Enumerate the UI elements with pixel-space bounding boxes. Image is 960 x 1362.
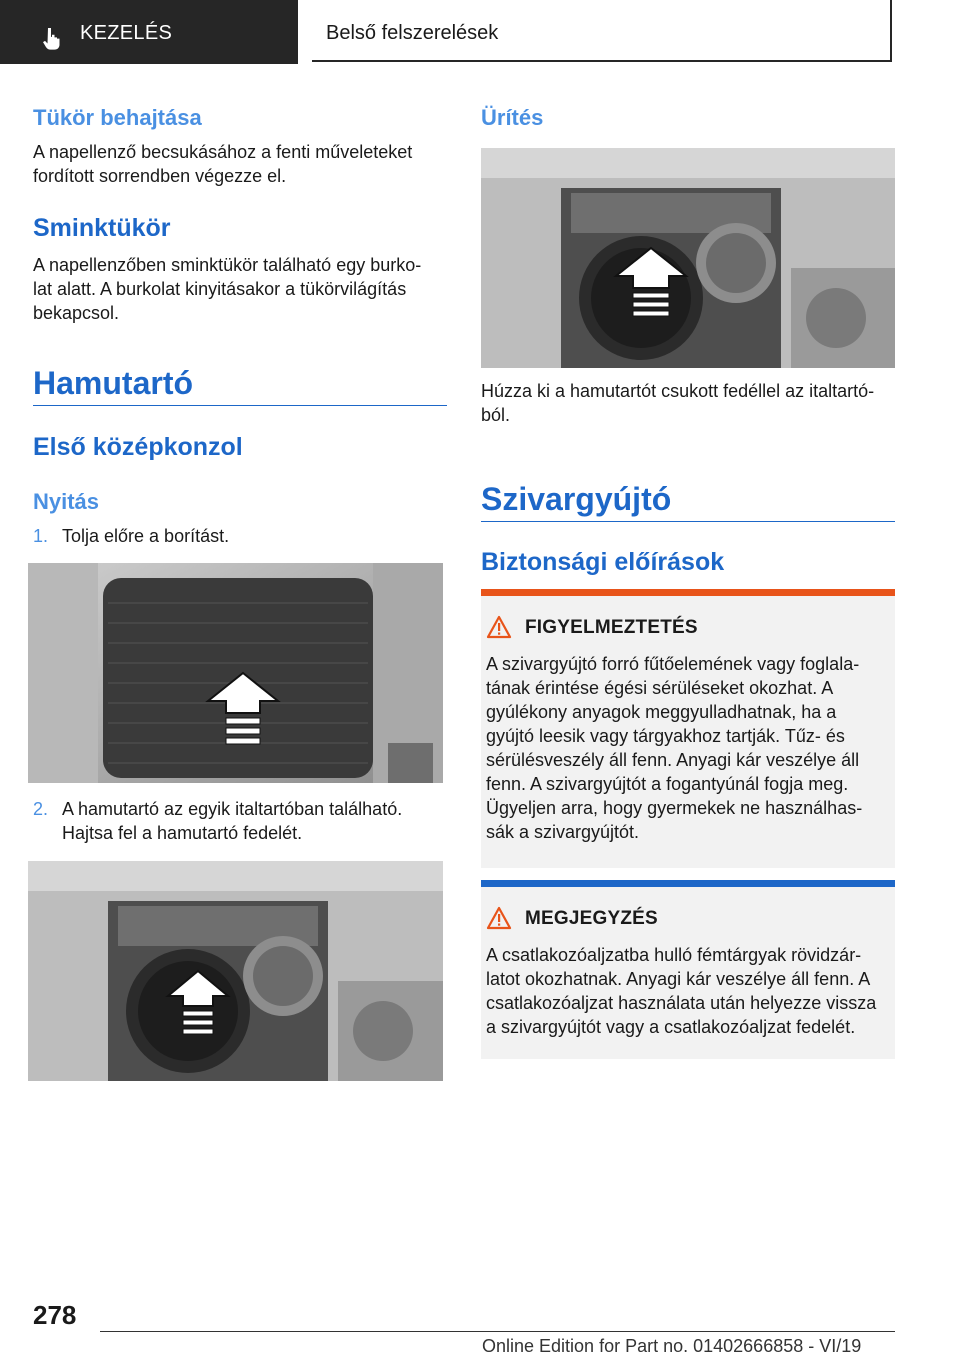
- opening-heading: Nyitás: [33, 489, 100, 514]
- mirror-fold-text-line-1: A napellenző becsukásához a fenti műveleteket: [33, 142, 413, 162]
- warning-line-6: fenn. A szivargyújtót a fogantyúnál fogja meg.: [486, 774, 849, 794]
- ashtray-cupholder-photo: [28, 861, 443, 1081]
- note-line-3: csatlakozóaljzat használata után helyezze vissza: [486, 993, 877, 1013]
- safety-heading: Biztonsági előírások: [481, 548, 725, 576]
- warning-line-3: gyúlékony anyagok meggyulladhatnak, ha a: [486, 702, 837, 722]
- ashtray-heading: Hamutartó: [33, 365, 194, 401]
- note-line-4: a szivargyújtót vagy a csatlakozóaljzat fedelét.: [486, 1017, 856, 1037]
- ashtray-removal-photo: [481, 148, 895, 368]
- ashtray-heading-rule: [33, 405, 447, 406]
- note-triangle-icon: [486, 906, 512, 930]
- warning-triangle-icon: [486, 615, 512, 639]
- header-chapter-label: Belső felszerelések: [326, 22, 499, 44]
- step-1-number: 1.: [33, 526, 49, 546]
- warning-line-8: sák a szivargyújtót.: [486, 822, 640, 842]
- mirror-fold-text-line-2: fordított sorrendben végezze el.: [33, 166, 287, 186]
- mirror-fold-heading: Tükör behajtása: [33, 105, 202, 130]
- console-cover-photo: [28, 563, 443, 783]
- emptying-text-line-2: ból.: [481, 405, 511, 425]
- note-line-2: latot okozhatnak. Anyagi kár veszélye áll fenn. A: [486, 969, 871, 989]
- emptying-heading: Ürítés: [481, 105, 544, 130]
- warning-line-2: tának érintése égési sérüléseket okozhat. A: [486, 678, 834, 698]
- hand-pointer-icon: [40, 26, 64, 50]
- warning-box-bar: [481, 589, 895, 596]
- step-2-text-line-2: Hajtsa fel a hamutartó fedelét.: [62, 823, 303, 843]
- cigarette-lighter-heading: Szivargyújtó: [481, 481, 672, 517]
- warning-title: FIGYELMEZTETÉS: [525, 617, 698, 638]
- step-2-text-line-1: A hamutartó az egyik italtartóban található.: [62, 799, 403, 819]
- warning-line-4: gyújtó leesik vagy tárgyakhoz tartják. Tűz- és: [486, 726, 845, 746]
- footer-rule: [100, 1331, 895, 1332]
- step-1-text: Tolja előre a borítást.: [62, 526, 230, 546]
- note-line-1: A csatlakozóaljzatba hulló fémtárgyak rövidzár-: [486, 945, 862, 965]
- cigarette-lighter-heading-rule: [481, 521, 895, 522]
- note-title: MEGJEGYZÉS: [525, 908, 658, 929]
- page-number: 278: [33, 1300, 77, 1330]
- vanity-mirror-heading: Sminktükör: [33, 214, 171, 242]
- vanity-text-line-2: lat alatt. A burkolat kinyitásakor a tükörvilágítás: [33, 279, 407, 299]
- note-box-bar: [481, 880, 895, 887]
- step-2-number: 2.: [33, 799, 49, 819]
- vanity-text-line-3: bekapcsol.: [33, 303, 120, 323]
- warning-line-7: Ügyeljen arra, hogy gyermekek ne használhas-: [486, 798, 863, 818]
- front-console-heading: Első középkonzol: [33, 433, 243, 461]
- emptying-text-line-1: Húzza ki a hamutartót csukott fedéllel az italtartó-: [481, 381, 875, 401]
- header-section-label: KEZELÉS: [80, 22, 173, 44]
- warning-line-1: A szivargyújtó forró fűtőelemének vagy foglala-: [486, 654, 860, 674]
- warning-line-5: sérülésveszély áll fenn. Anyagi kár veszélye áll: [486, 750, 860, 770]
- vanity-text-line-1: A napellenzőben sminktükör található egy burko-: [33, 255, 422, 275]
- footer-edition: Online Edition for Part no. 01402666858 - VI/19: [482, 1336, 862, 1356]
